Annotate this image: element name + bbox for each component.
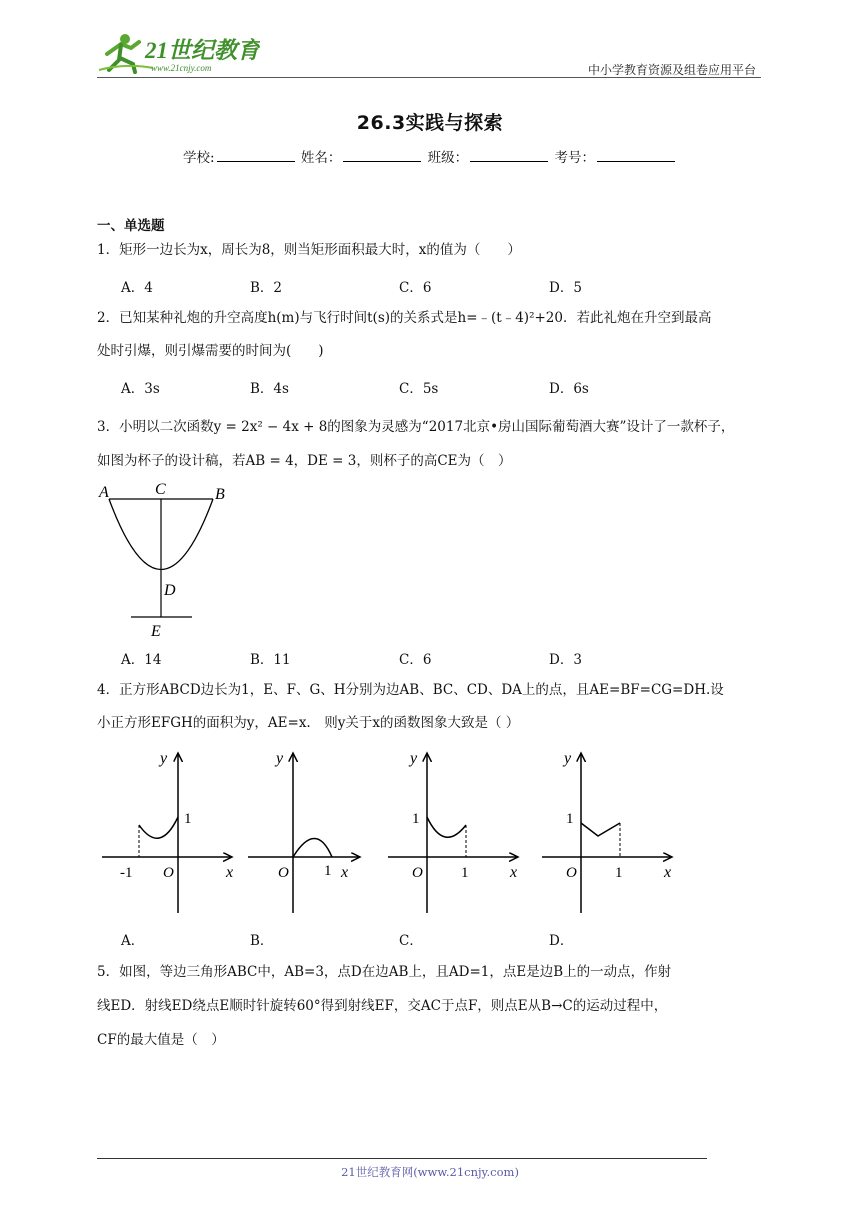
logo-url: www.21cnjy.com	[151, 63, 212, 73]
number-blank	[597, 149, 675, 162]
x-axis-label: x	[226, 864, 234, 881]
class-label: 班级：	[427, 150, 469, 166]
graph-a	[100, 745, 240, 919]
name-blank	[343, 149, 421, 162]
y-axis-label: y	[160, 750, 168, 767]
question-text-line-1: 小明以二次函数y = 2x² − 4x + 8的图象为灵感为“2017北京•房山国际葡萄酒大赛”设计了一款杯子，	[119, 419, 735, 435]
option-b: B．11	[250, 652, 291, 668]
origin-label: O	[278, 865, 289, 881]
header-divider	[97, 77, 761, 78]
question-1	[97, 234, 769, 267]
option-a: A．4	[121, 280, 153, 296]
question-text-line-2: 处时引爆，则引爆需要的时间为( )	[97, 343, 324, 359]
graph-d	[540, 745, 680, 919]
school-label: 学校:	[183, 150, 215, 166]
question-text-line-2: 如图为杯子的设计稿，若AB = 4，DE = 3，则杯子的高CE为（ ）	[97, 453, 512, 469]
option-a: A．3s	[121, 381, 160, 397]
question-2	[97, 302, 769, 368]
question-4	[97, 674, 769, 740]
x-axis-label: x	[341, 864, 349, 881]
graph-a-plot	[100, 745, 240, 915]
question-number: 1．	[97, 242, 120, 258]
tick-neg-one: -1	[120, 865, 133, 881]
question-number: 3．	[97, 419, 120, 435]
footer-link[interactable]: 21世纪教育网(www.21cnjy.com)	[341, 1165, 519, 1179]
option-c: C．5s	[399, 381, 439, 397]
question-5	[97, 955, 769, 1057]
graph-d-plot	[540, 745, 680, 915]
graph-b-plot	[246, 745, 366, 915]
x-axis-label: x	[510, 864, 518, 881]
option-d: D．5	[549, 280, 582, 296]
y-axis-label: y	[564, 750, 572, 767]
option-d: D．3	[549, 652, 582, 668]
option-a: A．	[121, 933, 145, 949]
tick-x-one: 1	[615, 865, 623, 881]
y-axis-label: y	[276, 750, 284, 767]
tick-y-one: 1	[566, 811, 574, 827]
number-label: 考号：	[554, 150, 595, 166]
option-b: B．4s	[250, 381, 289, 397]
question-text-line-1: 如图，等边三角形ABC中，AB=3，点D在边AB上，且AD=1，点E是边B上的一动点，作射	[119, 964, 672, 980]
student-info-line	[0, 146, 860, 166]
question-text-line-2: 线ED．射线ED绕点E顺时针旋转60°得到射线EF，交AC于点F，则点E从B→C的运动过程中，	[97, 998, 668, 1014]
option-c: C．6	[399, 280, 432, 296]
option-d: D．6s	[549, 381, 589, 397]
point-a-label: A	[99, 484, 109, 501]
graph-b	[246, 745, 366, 919]
question-text-line-1: 正方形ABCD边长为1，E、F、G、H分别为边AB、BC、CD、DA上的点，且AE=BF=CG=DH.设	[119, 682, 724, 698]
question-text: 矩形一边长为x，周长为8，则当矩形面积最大时，x的值为（ ）	[119, 242, 521, 258]
tick-x-one: 1	[324, 863, 332, 879]
option-c: C．	[399, 933, 423, 949]
site-logo	[95, 30, 260, 80]
question-number: 5．	[97, 964, 120, 980]
question-3	[97, 410, 769, 478]
origin-label: O	[412, 865, 423, 881]
tick-y-one: 1	[184, 811, 192, 827]
option-a: A．14	[121, 652, 162, 668]
class-blank	[470, 149, 548, 162]
option-b: B．	[250, 933, 274, 949]
origin-label: O	[566, 865, 577, 881]
tick-x-one: 1	[461, 865, 469, 881]
runner-logo-icon	[95, 30, 260, 76]
name-label: 姓名：	[300, 150, 342, 166]
logo-text: 21世纪教育	[145, 38, 260, 63]
tick-y-one: 1	[412, 811, 420, 827]
graph-c	[386, 745, 526, 919]
cup-diagram	[97, 480, 237, 640]
option-b: B．2	[250, 280, 283, 296]
question-number: 2．	[97, 310, 120, 326]
x-axis-label: x	[664, 864, 672, 881]
point-c-label: C	[155, 481, 166, 498]
origin-label: O	[163, 865, 174, 881]
graph-c-plot	[386, 745, 526, 915]
question-text-line-3: CF的最大值是（ ）	[97, 1032, 225, 1048]
question-text-line-1: 已知某种礼炮的升空高度h(m)与飞行时间t(s)的关系式是h=﹣(t﹣4)²+20．若此礼炮在升空到最高	[119, 310, 712, 326]
section-heading: 一、单选题	[97, 218, 165, 234]
footer-divider	[97, 1158, 707, 1159]
school-blank	[217, 149, 295, 162]
question-number: 4．	[97, 682, 120, 698]
point-e-label: E	[151, 623, 161, 640]
platform-name: 中小学教育资源及组卷应用平台	[587, 63, 756, 77]
cup-figure	[97, 480, 237, 644]
question-text-line-2: 小正方形EFGH的面积为y，AE=x. 则y关于x的函数图象大致是（ ）	[97, 715, 520, 731]
option-d: D．	[549, 933, 574, 949]
page-title: 26.3实践与探索	[356, 112, 504, 134]
option-c: C．6	[399, 652, 432, 668]
point-d-label: D	[164, 582, 176, 599]
point-b-label: B	[215, 486, 225, 503]
y-axis-label: y	[410, 750, 418, 767]
